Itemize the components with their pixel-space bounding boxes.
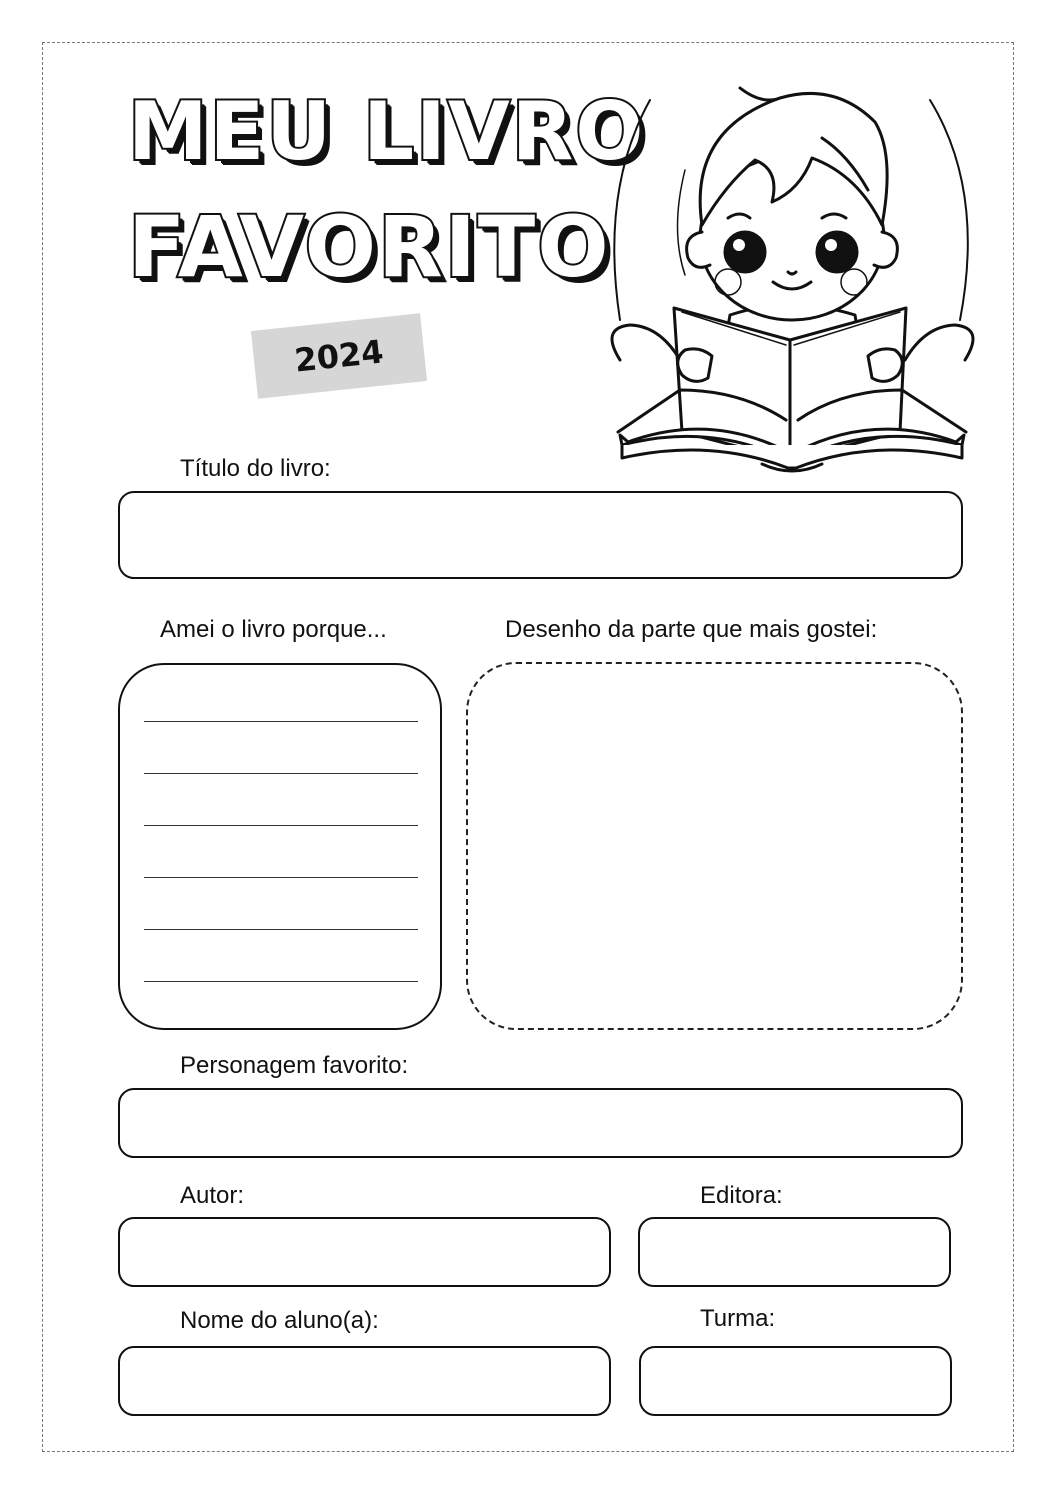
class-box[interactable] [639,1346,952,1416]
student-name-label: Nome do aluno(a): [180,1307,379,1334]
drawing-box[interactable] [466,662,963,1030]
writing-line [144,929,418,930]
writing-line [144,721,418,722]
drawing-label: Desenho da parte que mais gostei: [505,616,878,643]
writing-line [144,877,418,878]
loved-because-label: Amei o livro porque... [160,616,387,643]
loved-because-box[interactable] [118,663,442,1030]
year-text: 2024 [292,332,386,380]
favorite-character-box[interactable] [118,1088,963,1158]
boy-reading-book-illustration [590,60,995,480]
publisher-label: Editora: [700,1182,783,1209]
book-title-label: Título do livro: [180,455,331,482]
class-label: Turma: [700,1305,776,1332]
publisher-box[interactable] [638,1217,951,1287]
favorite-character-label: Personagem favorito: [180,1052,409,1079]
student-name-box[interactable] [118,1346,611,1416]
writing-line [144,981,418,982]
writing-line [144,773,418,774]
writing-line [144,825,418,826]
title-line-1: MEU LIVRO [128,85,646,178]
title-line-2: FAVORITO [128,198,611,296]
book-title-box[interactable] [118,491,963,579]
author-box[interactable] [118,1217,611,1287]
author-label: Autor: [180,1182,245,1209]
